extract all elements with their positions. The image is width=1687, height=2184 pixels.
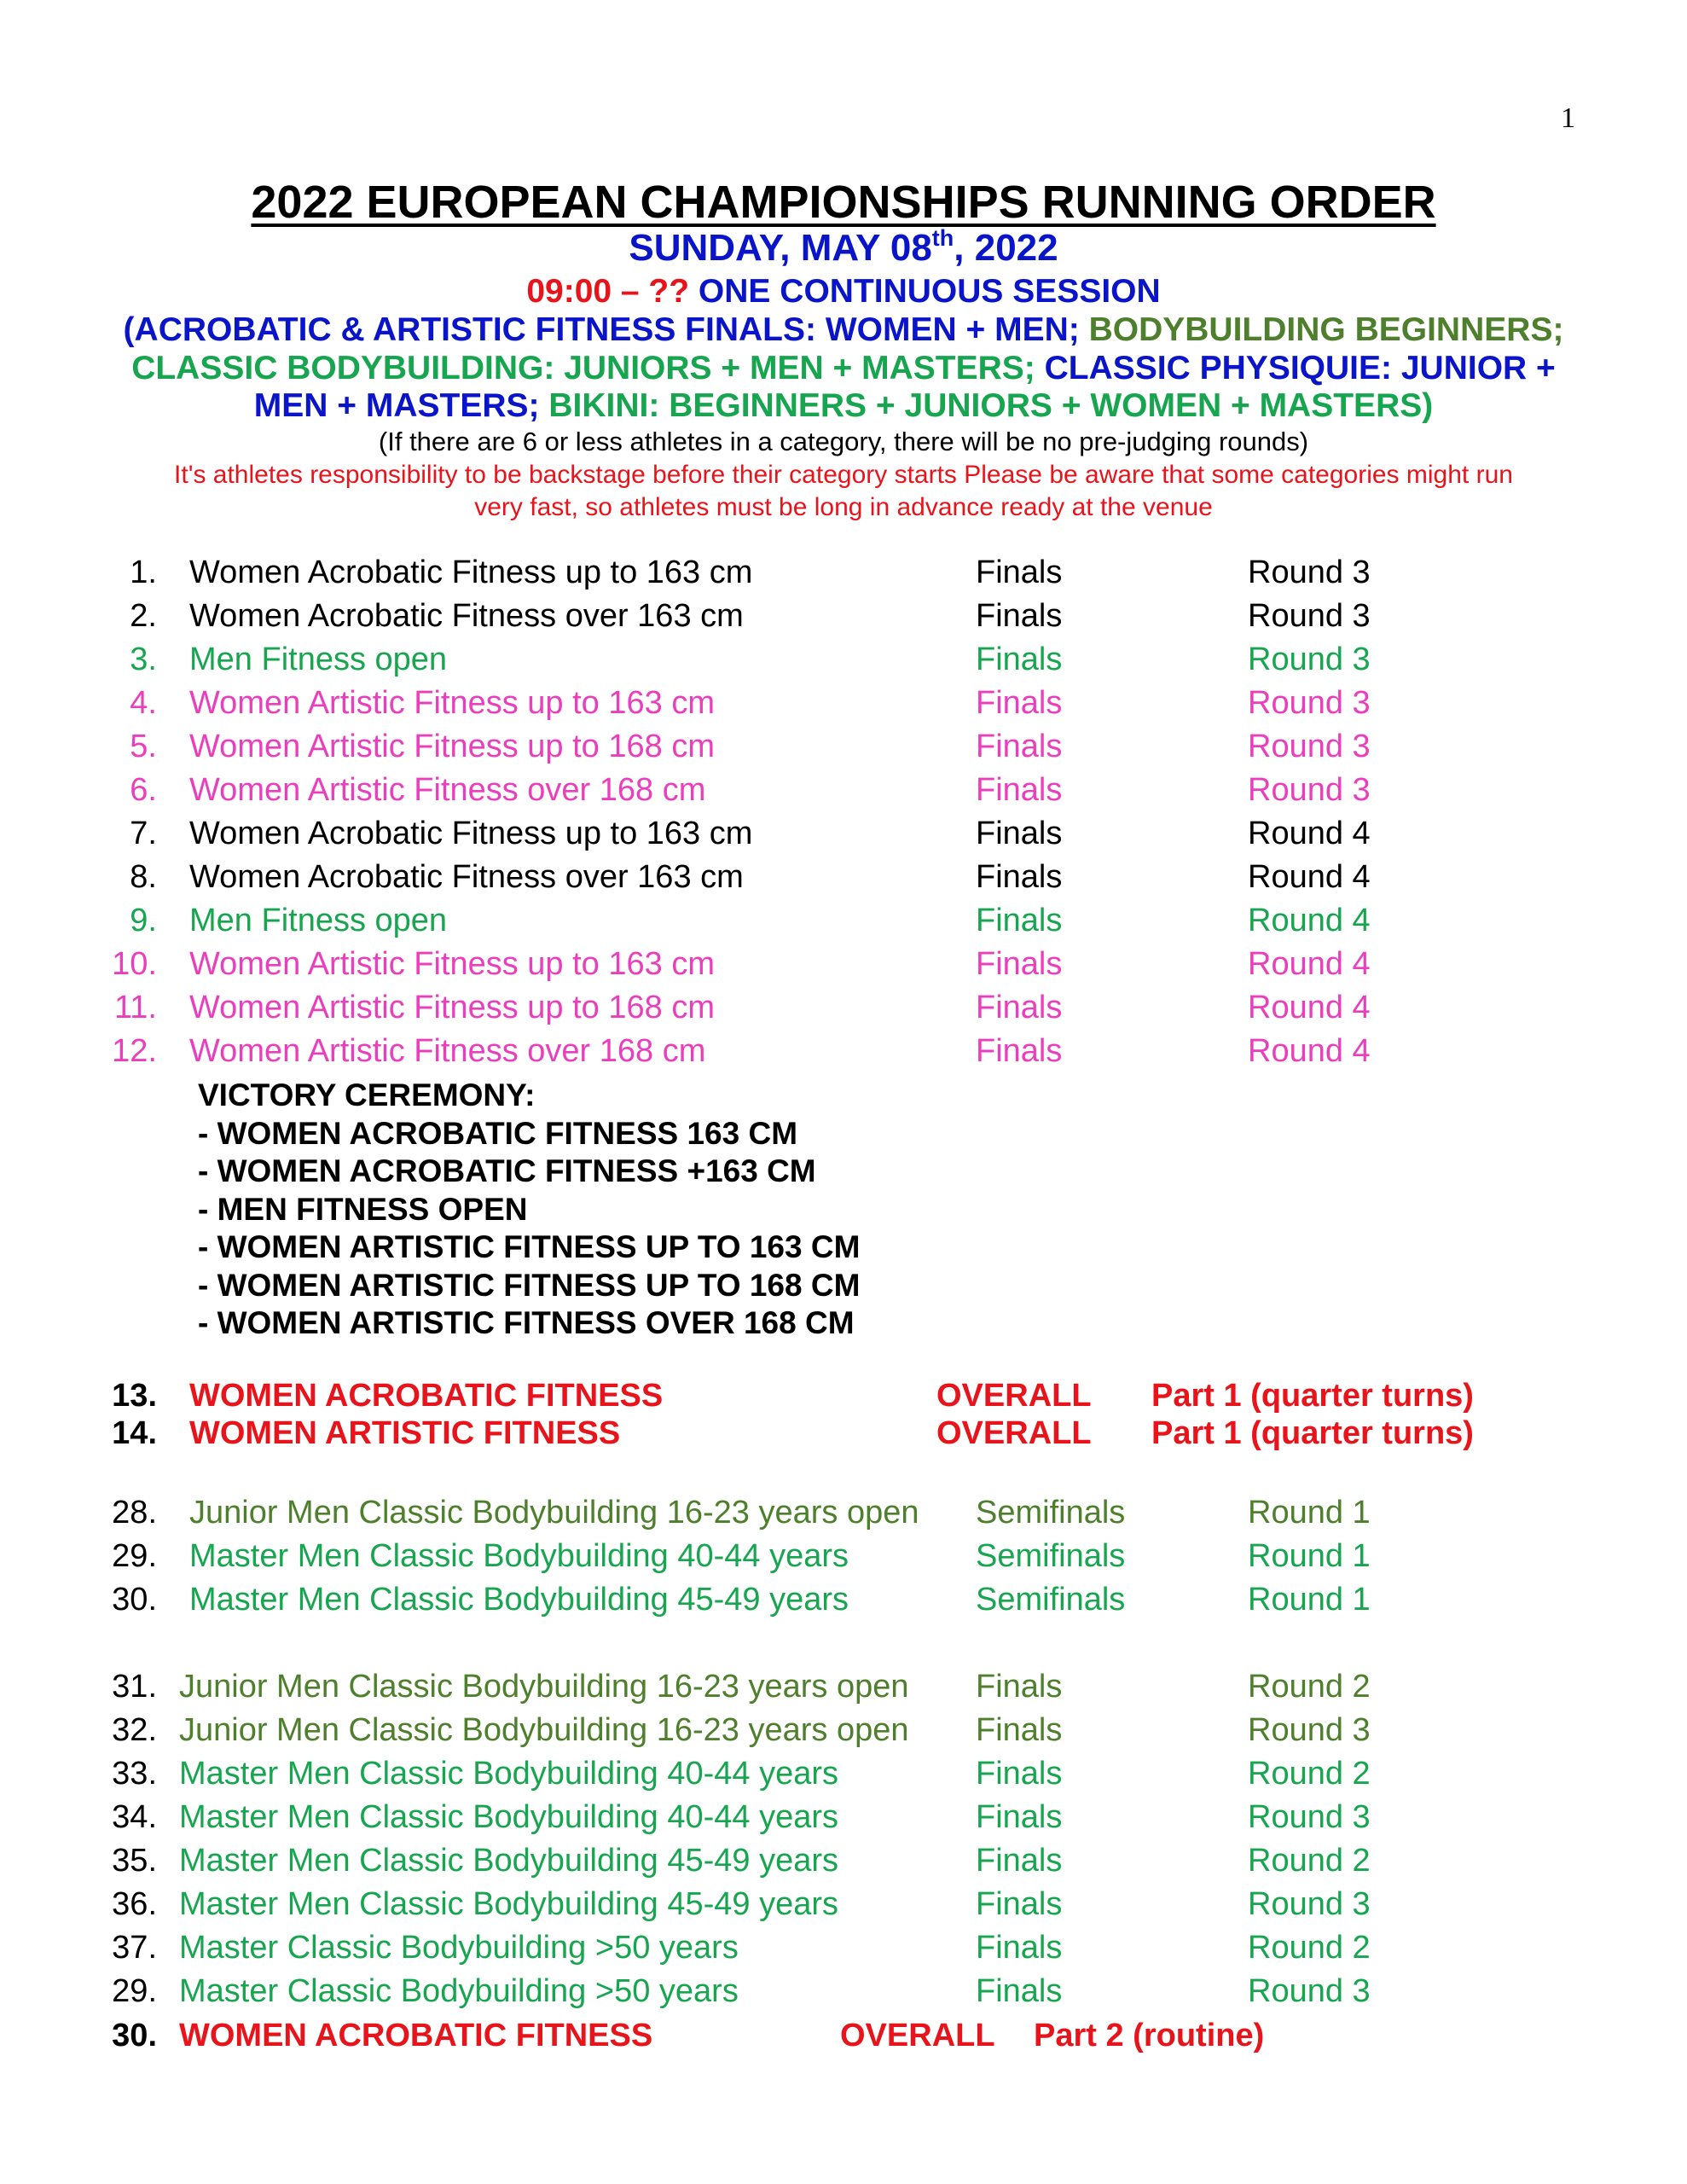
victory-ceremony-title: VICTORY CEREMONY: [198, 1077, 536, 1112]
row-number: 30. [112, 2018, 157, 2053]
row-round: Round 4 [1248, 859, 1371, 895]
row-round: Round 1 [1248, 1538, 1371, 1574]
row-stage: Finals [976, 859, 1063, 895]
row-category-name: Master Men Classic Bodybuilding 40-44 years [179, 1756, 839, 1792]
row-category-name: Women Artistic Fitness up to 163 cm [189, 685, 715, 721]
row-stage: Finals [976, 685, 1063, 721]
row-stage: Semifinals [976, 1582, 1126, 1618]
category-line-3: MEN + MASTERS; BIKINI: BEGINNERS + JUNIORS + WOMEN + MASTERS) [253, 387, 1434, 424]
row-round: Part 1 (quarter turns) [1151, 1378, 1474, 1414]
row-category-name: Women Artistic Fitness up to 168 cm [189, 990, 715, 1025]
row-category-name: Master Men Classic Bodybuilding 45-49 years [189, 1582, 849, 1618]
victory-ceremony-item: - WOMEN ACROBATIC FITNESS +163 CM [198, 1153, 816, 1188]
victory-ceremony-item: - WOMEN ARTISTIC FITNESS UP TO 163 CM [198, 1229, 861, 1264]
warning-line-2: very fast, so athletes must be long in advance ready at the venue [474, 493, 1213, 521]
row-category-name: Men Fitness open [189, 903, 448, 938]
victory-ceremony-item: - WOMEN ACROBATIC FITNESS 163 CM [198, 1115, 798, 1151]
row-number: 30. [112, 1582, 157, 1618]
row-category-name: WOMEN ARTISTIC FITNESS [189, 1415, 621, 1451]
row-stage: Semifinals [976, 1538, 1126, 1574]
row-number: 29. [112, 1538, 157, 1574]
row-category-name: Master Men Classic Bodybuilding 40-44 years [179, 1799, 839, 1835]
row-stage: Finals [976, 555, 1063, 590]
row-round: Round 3 [1248, 1712, 1371, 1748]
row-number: 9. [130, 903, 157, 938]
row-category-name: Women Artistic Fitness up to 168 cm [189, 729, 715, 764]
row-round: Round 3 [1248, 1973, 1371, 2009]
row-number: 7. [130, 816, 157, 851]
row-round: Round 4 [1248, 990, 1371, 1025]
row-stage: Finals [976, 1930, 1063, 1966]
row-round: Round 1 [1248, 1495, 1371, 1531]
row-stage: Semifinals [976, 1495, 1126, 1531]
row-category-name: Women Acrobatic Fitness over 163 cm [189, 859, 744, 895]
row-number: 12. [112, 1033, 157, 1069]
row-number: 2. [130, 598, 157, 634]
row-stage: Finals [976, 729, 1063, 764]
event-date: SUNDAY, MAY 08th, 2022 [629, 225, 1058, 269]
row-round: Round 4 [1248, 1033, 1371, 1069]
row-number: 28. [112, 1495, 157, 1531]
row-round: Round 1 [1248, 1582, 1371, 1618]
row-category-name: Master Men Classic Bodybuilding 45-49 years [179, 1886, 839, 1922]
row-round: Round 3 [1248, 772, 1371, 808]
victory-ceremony-item: - MEN FITNESS OPEN [198, 1191, 528, 1227]
row-category-name: Junior Men Classic Bodybuilding 16-23 years open [179, 1669, 909, 1705]
session-time: 09:00 – ?? ONE CONTINUOUS SESSION [526, 273, 1161, 310]
row-round: Round 3 [1248, 555, 1371, 590]
row-stage: Finals [976, 1973, 1063, 2009]
row-stage: Finals [976, 816, 1063, 851]
row-number: 10. [112, 946, 157, 982]
row-stage: Finals [976, 642, 1063, 677]
row-round: Part 1 (quarter turns) [1151, 1415, 1474, 1451]
row-number: 34. [112, 1799, 157, 1835]
row-category-name: Master Men Classic Bodybuilding 40-44 years [189, 1538, 849, 1574]
category-line-2: CLASSIC BODYBUILDING: JUNIORS + MEN + MASTERS; CLASSIC PHYSIQUIE: JUNIOR + [131, 350, 1556, 386]
row-stage: OVERALL [840, 2018, 995, 2053]
row-stage: Finals [976, 1033, 1063, 1069]
victory-ceremony-item: - WOMEN ARTISTIC FITNESS UP TO 168 CM [198, 1267, 861, 1303]
row-round: Round 4 [1248, 946, 1371, 982]
row-number: 13. [112, 1378, 157, 1414]
row-round: Round 4 [1248, 903, 1371, 938]
row-category-name: WOMEN ACROBATIC FITNESS [189, 1378, 664, 1414]
row-category-name: Men Fitness open [189, 642, 448, 677]
row-stage: Finals [976, 946, 1063, 982]
row-stage: OVERALL [936, 1415, 1092, 1451]
row-stage: Finals [976, 772, 1063, 808]
row-category-name: Women Acrobatic Fitness up to 163 cm [189, 555, 753, 590]
row-round: Round 4 [1248, 816, 1371, 851]
row-round: Round 3 [1248, 642, 1371, 677]
row-number: 29. [112, 1973, 157, 2009]
row-round: Round 2 [1248, 1669, 1371, 1705]
row-round: Round 2 [1248, 1930, 1371, 1966]
row-category-name: Junior Men Classic Bodybuilding 16-23 years open [179, 1712, 909, 1748]
row-round: Round 3 [1248, 685, 1371, 721]
row-number: 37. [112, 1930, 157, 1966]
victory-ceremony-item: - WOMEN ARTISTIC FITNESS OVER 168 CM [198, 1305, 855, 1340]
row-round: Round 3 [1248, 598, 1371, 634]
row-stage: OVERALL [936, 1378, 1092, 1414]
document-title: 2022 EUROPEAN CHAMPIONSHIPS RUNNING ORDER [251, 177, 1436, 228]
page-number: 1 [1561, 102, 1575, 134]
row-stage: Finals [976, 1669, 1063, 1705]
row-number: 33. [112, 1756, 157, 1792]
row-stage: Finals [976, 1799, 1063, 1835]
row-category-name: Women Acrobatic Fitness up to 163 cm [189, 816, 753, 851]
row-number: 8. [130, 859, 157, 895]
row-category-name: Women Artistic Fitness over 168 cm [189, 772, 706, 808]
row-category-name: Women Acrobatic Fitness over 163 cm [189, 598, 744, 634]
row-category-name: Master Classic Bodybuilding >50 years [179, 1930, 739, 1966]
row-number: 31. [112, 1669, 157, 1705]
category-line-1: (ACROBATIC & ARTISTIC FITNESS FINALS: WOMEN + MEN; BODYBUILDING BEGINNERS; [123, 311, 1564, 348]
row-category-name: Women Artistic Fitness over 168 cm [189, 1033, 706, 1069]
row-category-name: Master Classic Bodybuilding >50 years [179, 1973, 739, 2009]
row-stage: Finals [976, 1712, 1063, 1748]
row-number: 14. [112, 1415, 157, 1451]
row-number: 6. [130, 772, 157, 808]
row-stage: Finals [976, 1756, 1063, 1792]
row-round: Round 3 [1248, 1886, 1371, 1922]
row-round: Round 2 [1248, 1843, 1371, 1879]
row-stage: Finals [976, 903, 1063, 938]
warning-line-1: It's athletes responsibility to be backstage before their category starts Please be aware that some categories might run [174, 461, 1513, 489]
row-number: 1. [130, 555, 157, 590]
row-round: Round 3 [1248, 729, 1371, 764]
row-number: 3. [130, 642, 157, 677]
row-round: Round 2 [1248, 1756, 1371, 1792]
row-number: 36. [112, 1886, 157, 1922]
row-number: 4. [130, 685, 157, 721]
row-number: 11. [113, 990, 157, 1025]
row-category-name: Junior Men Classic Bodybuilding 16-23 years open [189, 1495, 919, 1531]
row-number: 32. [112, 1712, 157, 1748]
row-stage: Finals [976, 990, 1063, 1025]
row-round: Part 2 (routine) [1034, 2018, 1265, 2053]
row-stage: Finals [976, 598, 1063, 634]
row-category-name: WOMEN ACROBATIC FITNESS [179, 2018, 653, 2053]
row-number: 5. [130, 729, 157, 764]
victory-ceremony [198, 1077, 860, 1343]
prejudging-note: (If there are 6 or less athletes in a category, there will be no pre-judging rounds) [378, 427, 1309, 456]
row-category-name: Master Men Classic Bodybuilding 45-49 years [179, 1843, 839, 1879]
row-stage: Finals [976, 1843, 1063, 1879]
row-number: 35. [112, 1843, 157, 1879]
row-category-name: Women Artistic Fitness up to 163 cm [189, 946, 715, 982]
row-stage: Finals [976, 1886, 1063, 1922]
row-round: Round 3 [1248, 1799, 1371, 1835]
